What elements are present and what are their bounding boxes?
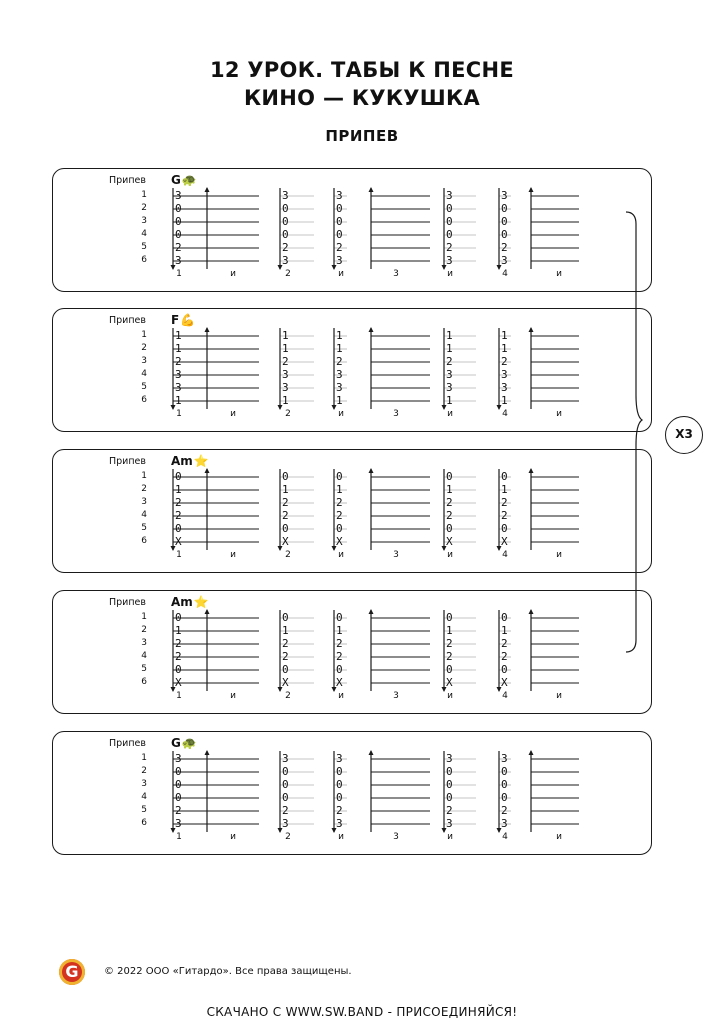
beat-count: и — [556, 691, 562, 701]
string-number: 3 — [141, 497, 147, 507]
fret-number: 0 — [282, 470, 289, 483]
fret-number: 2 — [282, 496, 289, 509]
fret-number: 0 — [336, 791, 343, 804]
fret-number: 0 — [282, 202, 289, 215]
fret-number: 1 — [501, 394, 508, 407]
fret-number: 1 — [175, 329, 182, 342]
fret-number: 3 — [175, 368, 182, 381]
download-banner: СКАЧАНО С WWW.SW.BAND - ПРИСОЕДИНЯЙСЯ! — [206, 1005, 518, 1019]
fret-number: 3 — [175, 189, 182, 202]
fret-number: 0 — [175, 522, 182, 535]
fret-number: 1 — [446, 329, 453, 342]
beat-count: и — [447, 269, 453, 279]
fret-number: 2 — [282, 804, 289, 817]
fret-number: X — [501, 535, 508, 548]
chord-label: Am — [171, 595, 193, 609]
fret-number: 1 — [446, 483, 453, 496]
repeat-bracket — [622, 210, 646, 660]
string-number: 3 — [141, 779, 147, 789]
beat-count: и — [338, 269, 344, 279]
fret-number: 1 — [336, 394, 343, 407]
fret-number: 0 — [282, 215, 289, 228]
beat-count: 3 — [393, 550, 399, 560]
fret-number: 3 — [446, 817, 453, 830]
fret-number: 3 — [282, 752, 289, 765]
arrow-up-icon — [369, 609, 374, 614]
beat-count: 3 — [393, 832, 399, 842]
beat-count: 4 — [502, 409, 508, 419]
fret-number: 2 — [175, 650, 182, 663]
fret-number: 0 — [336, 778, 343, 791]
tab-block — [52, 168, 652, 292]
fret-number: 0 — [282, 765, 289, 778]
fret-number: 2 — [336, 637, 343, 650]
fret-number: 0 — [175, 663, 182, 676]
fret-number: 3 — [175, 254, 182, 267]
string-number: 6 — [141, 677, 147, 687]
fret-number: 0 — [446, 791, 453, 804]
string-number: 5 — [141, 382, 147, 392]
beat-count: 4 — [502, 269, 508, 279]
beat-count: 1 — [176, 691, 182, 701]
fret-number: 3 — [175, 381, 182, 394]
fret-number: 0 — [175, 470, 182, 483]
fret-number: 3 — [282, 381, 289, 394]
arrow-up-icon — [205, 468, 210, 473]
fret-number: 1 — [501, 624, 508, 637]
fret-number: 3 — [501, 752, 508, 765]
beat-count: и — [556, 269, 562, 279]
fret-number: 0 — [501, 611, 508, 624]
beat-count: 2 — [285, 409, 291, 419]
fret-number: 1 — [282, 342, 289, 355]
beat-count: 1 — [176, 832, 182, 842]
tab-block — [52, 308, 652, 432]
beat-count: 1 — [176, 550, 182, 560]
fret-number: 3 — [501, 381, 508, 394]
fret-number: 3 — [446, 381, 453, 394]
fret-number: 1 — [336, 624, 343, 637]
fret-number: 0 — [501, 778, 508, 791]
chord-label: G — [171, 736, 181, 750]
chord-label: G — [171, 173, 181, 187]
string-number: 4 — [141, 510, 147, 520]
fret-number: 0 — [336, 663, 343, 676]
fret-number: 3 — [501, 368, 508, 381]
fret-number: X — [282, 535, 289, 548]
star-icon: ⭐ — [193, 595, 209, 609]
repeat-x3-badge: Х3 — [665, 416, 703, 454]
string-number: 3 — [141, 638, 147, 648]
beat-count: и — [447, 691, 453, 701]
fret-number: 2 — [175, 637, 182, 650]
fret-number: 0 — [175, 778, 182, 791]
fret-number: 1 — [175, 342, 182, 355]
fret-number: 0 — [501, 202, 508, 215]
fret-number: X — [175, 676, 182, 689]
arrow-up-icon — [369, 327, 374, 332]
fret-number: 2 — [446, 650, 453, 663]
fret-number: 1 — [501, 329, 508, 342]
fret-number: 2 — [175, 355, 182, 368]
fret-number: 0 — [282, 778, 289, 791]
fret-number: 3 — [282, 189, 289, 202]
fret-number: 1 — [175, 483, 182, 496]
fret-number: 1 — [446, 394, 453, 407]
fret-number: 0 — [446, 202, 453, 215]
arrow-up-icon — [529, 609, 534, 614]
fret-number: 2 — [282, 241, 289, 254]
beat-count: 3 — [393, 691, 399, 701]
fret-number: 0 — [282, 791, 289, 804]
fret-number: X — [336, 676, 343, 689]
section-title: ПРИПЕВ — [325, 127, 399, 145]
fret-number: 0 — [336, 215, 343, 228]
fret-number: 1 — [336, 483, 343, 496]
fret-number: 2 — [446, 241, 453, 254]
string-number: 1 — [141, 471, 147, 481]
fret-number: 3 — [501, 254, 508, 267]
arrow-up-icon — [205, 187, 210, 192]
block-label: Припев — [109, 175, 147, 186]
fret-number: 0 — [501, 470, 508, 483]
beat-count: и — [230, 691, 236, 701]
fret-number: 3 — [282, 254, 289, 267]
fret-number: 0 — [446, 778, 453, 791]
string-number: 6 — [141, 818, 147, 828]
string-number: 4 — [141, 229, 147, 239]
fret-number: 3 — [175, 752, 182, 765]
turtle-icon: 🐢 — [181, 173, 197, 187]
block-label: Припев — [109, 456, 147, 467]
fret-number: 2 — [501, 650, 508, 663]
fret-number: 2 — [175, 241, 182, 254]
beat-count: и — [230, 832, 236, 842]
string-number: 4 — [141, 369, 147, 379]
fret-number: 1 — [175, 624, 182, 637]
fret-number: 3 — [336, 381, 343, 394]
fret-number: 0 — [501, 228, 508, 241]
fret-number: 0 — [175, 765, 182, 778]
chord-label: F — [171, 313, 180, 327]
beat-count: и — [230, 409, 236, 419]
beat-count: и — [447, 550, 453, 560]
string-number: 2 — [141, 343, 147, 353]
fret-number: 1 — [501, 342, 508, 355]
string-number: 3 — [141, 216, 147, 226]
arrow-up-icon — [529, 187, 534, 192]
fret-number: 2 — [501, 241, 508, 254]
fret-number: X — [446, 535, 453, 548]
fret-number: 2 — [336, 804, 343, 817]
string-number: 4 — [141, 792, 147, 802]
beat-count: и — [556, 550, 562, 560]
fret-number: 2 — [501, 496, 508, 509]
fret-number: 3 — [175, 817, 182, 830]
fret-number: 0 — [336, 765, 343, 778]
fret-number: 2 — [501, 355, 508, 368]
string-number: 2 — [141, 625, 147, 635]
fret-number: 3 — [446, 752, 453, 765]
fret-number: 0 — [175, 611, 182, 624]
fret-number: 2 — [336, 241, 343, 254]
fret-number: 0 — [175, 228, 182, 241]
arrow-up-icon — [205, 750, 210, 755]
beat-count: и — [338, 409, 344, 419]
fret-number: 2 — [282, 509, 289, 522]
fret-number: 2 — [501, 637, 508, 650]
fret-number: 3 — [446, 189, 453, 202]
string-number: 2 — [141, 484, 147, 494]
block-label: Припев — [109, 597, 147, 608]
fret-number: 2 — [446, 355, 453, 368]
beat-count: 1 — [176, 409, 182, 419]
fret-number: 0 — [282, 611, 289, 624]
beat-count: 2 — [285, 832, 291, 842]
fret-number: 0 — [446, 663, 453, 676]
fret-number: 1 — [175, 394, 182, 407]
string-number: 4 — [141, 651, 147, 661]
fret-number: 3 — [446, 254, 453, 267]
chord-label: Am — [171, 454, 193, 468]
arrow-up-icon — [369, 468, 374, 473]
fret-number: 1 — [282, 394, 289, 407]
beat-count: и — [230, 550, 236, 560]
fret-number: 0 — [446, 611, 453, 624]
beat-count: 1 — [176, 269, 182, 279]
beat-count: 4 — [502, 832, 508, 842]
arrow-up-icon — [369, 750, 374, 755]
fret-number: X — [501, 676, 508, 689]
beat-count: 4 — [502, 691, 508, 701]
flexed-biceps-icon: 💪 — [180, 313, 196, 327]
beat-count: и — [230, 269, 236, 279]
fret-number: 2 — [336, 496, 343, 509]
fret-number: 3 — [446, 368, 453, 381]
fret-number: 0 — [282, 228, 289, 241]
fret-number: 3 — [336, 254, 343, 267]
string-number: 5 — [141, 242, 147, 252]
fret-number: 2 — [446, 637, 453, 650]
fret-number: 0 — [336, 470, 343, 483]
fret-number: 2 — [446, 509, 453, 522]
fret-number: 2 — [282, 355, 289, 368]
string-number: 2 — [141, 203, 147, 213]
arrow-up-icon — [205, 327, 210, 332]
fret-number: 2 — [336, 650, 343, 663]
fret-number: 2 — [175, 496, 182, 509]
fret-number: 0 — [446, 765, 453, 778]
arrow-up-icon — [369, 187, 374, 192]
beat-count: 3 — [393, 269, 399, 279]
fret-number: X — [282, 676, 289, 689]
fret-number: 3 — [282, 368, 289, 381]
fret-number: 2 — [282, 650, 289, 663]
fret-number: 0 — [446, 228, 453, 241]
turtle-icon: 🐢 — [181, 736, 197, 750]
fret-number: 0 — [446, 470, 453, 483]
arrow-up-icon — [529, 750, 534, 755]
copyright-text: © 2022 ООО «Гитардо». Все права защищены. — [104, 966, 352, 977]
fret-number: 3 — [336, 817, 343, 830]
fret-number: X — [446, 676, 453, 689]
fret-number: 0 — [501, 765, 508, 778]
fret-number: 2 — [175, 804, 182, 817]
string-number: 1 — [141, 330, 147, 340]
string-number: 6 — [141, 536, 147, 546]
beat-count: 3 — [393, 409, 399, 419]
tab-block — [52, 449, 652, 573]
beat-count: и — [447, 409, 453, 419]
fret-number: X — [336, 535, 343, 548]
fret-number: 0 — [336, 611, 343, 624]
string-number: 3 — [141, 356, 147, 366]
string-number: 1 — [141, 190, 147, 200]
fret-number: 0 — [501, 522, 508, 535]
fret-number: 1 — [336, 329, 343, 342]
fret-number: 0 — [446, 522, 453, 535]
fret-number: 1 — [282, 624, 289, 637]
fret-number: 1 — [336, 342, 343, 355]
fret-number: 0 — [501, 663, 508, 676]
fret-number: 1 — [446, 624, 453, 637]
beat-count: 4 — [502, 550, 508, 560]
fret-number: 0 — [175, 202, 182, 215]
fret-number: 2 — [336, 509, 343, 522]
tab-block — [52, 590, 652, 714]
title-line-2: КИНО — КУКУШКА — [243, 86, 481, 110]
string-number: 1 — [141, 753, 147, 763]
star-icon: ⭐ — [193, 454, 209, 468]
fret-number: 1 — [282, 483, 289, 496]
string-number: 1 — [141, 612, 147, 622]
fret-number: 0 — [282, 522, 289, 535]
tab-block — [52, 731, 652, 855]
fret-number: 2 — [446, 804, 453, 817]
fret-number: 3 — [336, 189, 343, 202]
beat-count: и — [338, 550, 344, 560]
fret-number: 3 — [501, 817, 508, 830]
title-line-1: 12 УРОК. ТАБЫ К ПЕСНЕ — [209, 58, 515, 82]
fret-number: 3 — [336, 368, 343, 381]
arrow-up-icon — [529, 327, 534, 332]
fret-number: 0 — [336, 228, 343, 241]
beat-count: 2 — [285, 269, 291, 279]
string-number: 5 — [141, 805, 147, 815]
string-number: 5 — [141, 664, 147, 674]
beat-count: 2 — [285, 550, 291, 560]
block-label: Припев — [109, 738, 147, 749]
fret-number: 0 — [501, 791, 508, 804]
fret-number: 2 — [175, 509, 182, 522]
fret-number: 0 — [282, 663, 289, 676]
fret-number: 1 — [282, 329, 289, 342]
fret-number: 1 — [446, 342, 453, 355]
fret-number: 3 — [501, 189, 508, 202]
fret-number: 3 — [282, 817, 289, 830]
fret-number: 1 — [501, 483, 508, 496]
page-title — [0, 56, 724, 112]
beat-count: и — [556, 409, 562, 419]
beat-count: и — [556, 832, 562, 842]
fret-number: 0 — [336, 202, 343, 215]
arrow-up-icon — [529, 468, 534, 473]
fret-number: 0 — [446, 215, 453, 228]
fret-number: 0 — [501, 215, 508, 228]
fret-number: 2 — [336, 355, 343, 368]
fret-number: 2 — [282, 637, 289, 650]
block-label: Припев — [109, 315, 147, 326]
beat-count: и — [338, 691, 344, 701]
beat-count: и — [338, 832, 344, 842]
fret-number: 2 — [501, 509, 508, 522]
beat-count: и — [447, 832, 453, 842]
fret-number: X — [175, 535, 182, 548]
fret-number: 3 — [336, 752, 343, 765]
fret-number: 0 — [175, 791, 182, 804]
fret-number: 0 — [336, 522, 343, 535]
string-number: 6 — [141, 255, 147, 265]
fret-number: 0 — [175, 215, 182, 228]
string-number: 6 — [141, 395, 147, 405]
beat-count: 2 — [285, 691, 291, 701]
string-number: 2 — [141, 766, 147, 776]
arrow-up-icon — [205, 609, 210, 614]
fret-number: 2 — [501, 804, 508, 817]
string-number: 5 — [141, 523, 147, 533]
fret-number: 2 — [446, 496, 453, 509]
gitardo-logo-icon: G — [59, 959, 85, 985]
